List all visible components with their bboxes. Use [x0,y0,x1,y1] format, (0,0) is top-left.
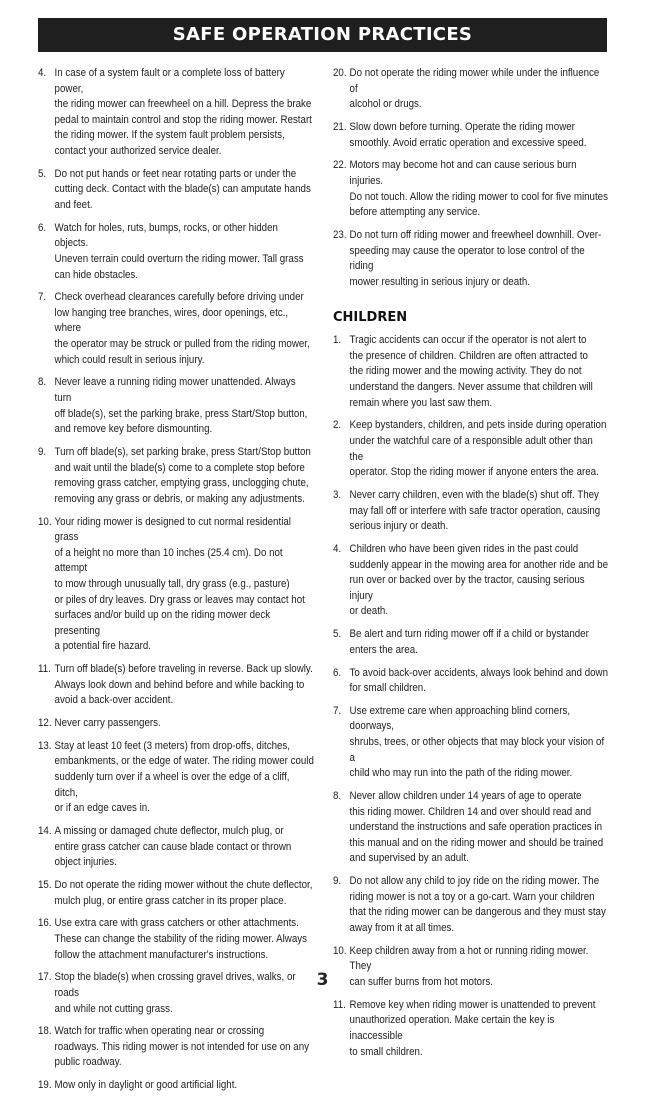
item-line: child who may run into the path of the riding mower. [349,767,573,780]
item-number: 22. [333,159,347,172]
section-title-children: CHILDREN [333,310,408,326]
item-line: These can change the stability of the riding mower. Always [54,932,308,945]
item-line: roadways. This riding mower is not intended for use on any [54,1040,310,1053]
item-text [55,878,314,909]
item-line: In case of a system fault or a complete loss of battery power, [54,67,285,95]
list-item [333,488,609,535]
item-number: 15. [38,878,52,891]
item-number: 8. [333,790,342,803]
item-line: Do not operate the riding mower while under the influence of [349,67,600,95]
item-line: may fall off or interfere with safe tractor operation, causing [349,504,601,517]
item-line: Tragic accidents can occur if the operator is not alert to [349,334,587,347]
item-line: Uneven terrain could overturn the riding mower. Tall grass [54,252,304,265]
item-line: cutting deck. Contact with the blade(s) can amputate hands [54,183,311,196]
item-text [55,662,314,709]
item-line: Turn off blade(s), set parking brake, press Start/Stop button [54,446,311,458]
item-text [55,515,314,655]
item-text [350,874,609,936]
item-line: for small children. [349,682,426,695]
item-line: smoothly. Avoid erratic operation and excessive speed. [349,136,587,149]
item-line: Never leave a running riding mower unattended. Always turn [54,376,296,405]
item-line: run over or backed over by the tractor, causing serious injury [349,574,585,602]
children-list [333,333,609,1060]
item-number: 20. [333,67,347,79]
item-line: or piles of dry leaves. Dry grass or leaves may contact hot [54,593,305,606]
item-number: 10. [333,944,347,957]
list-item [333,874,609,936]
item-line: Watch for holes, ruts, bumps, rocks, or other hidden objects. [54,221,278,250]
item-line: To avoid back-over accidents, always look behind and down [349,666,608,679]
item-line: unauthorized operation. Make certain the key is inaccessible [349,1014,555,1042]
item-text [55,739,314,817]
item-line: the riding mower and the mowing activity. They do not [349,365,582,378]
item-line: under the watchful care of a responsible adult other than the [349,435,593,463]
item-text [55,916,314,963]
item-text [55,824,314,871]
item-number: 13. [38,739,52,752]
item-line: off blade(s), set the parking brake, press Start/Stop button, [54,407,308,420]
item-line: and wait until the blade(s) come to a complete stop before [54,461,305,474]
list-item [333,158,609,220]
list-item [333,789,609,867]
item-text [55,1078,314,1094]
item-number: 18. [38,1025,52,1038]
item-line: can suffer burns from hot motors. [349,975,493,988]
list-item [38,1078,314,1094]
list-item [333,333,609,411]
item-text [350,666,609,697]
operation-list-continued [333,66,609,290]
page-number: 3 [316,970,329,990]
item-line: of a height no more than 10 inches (25.4 cm). Do not attempt [54,546,283,575]
page-header [38,18,607,52]
item-line: away from it at all times. [349,921,455,934]
item-text [350,488,609,535]
item-number: 6. [38,221,47,234]
item-line: alcohol or drugs. [349,98,422,111]
item-line: to small children. [349,1045,423,1058]
item-line: understand the dangers. Never assume that children will [349,381,593,394]
list-item [38,445,314,507]
list-item [38,515,314,655]
list-item [333,228,609,290]
item-line: operator. Stop the riding mower if anyone enters the area. [349,466,599,479]
item-number: 8. [38,376,47,389]
item-line: enters the area. [349,643,418,656]
item-number: 19. [38,1079,52,1092]
item-line: the riding mower. If the system fault problem persists, [54,129,285,142]
list-item [38,1024,314,1071]
list-item [333,666,609,697]
item-line: this manual and on the riding mower and should be trained [349,836,604,849]
page-title: SAFE OPERATION PRACTICES [172,24,473,45]
item-text [350,228,609,290]
item-line: and supervised by an adult. [349,852,469,865]
item-line: and remove key before dismounting. [54,423,213,436]
list-item [333,418,609,480]
item-text [350,542,609,620]
item-line: a potential fire hazard. [54,640,152,653]
item-text [350,998,609,1060]
item-number: 9. [333,875,342,888]
item-line: the presence of children. Children are often attracted to [349,349,588,362]
item-text [55,221,314,283]
item-line: Do not put hands or feet near rotating parts or under the [54,167,297,180]
item-line: to mow through unusually tall, dry grass (e.g., pasture) [54,577,290,590]
item-line: suddenly appear in the mowing area for another ride and be [349,558,609,571]
item-number: 23. [333,228,347,241]
item-number: 11. [38,663,51,676]
item-number: 5. [38,167,47,180]
item-number: 5. [333,628,342,641]
item-line: object injuries. [54,856,117,869]
item-line: Never carry passengers. [54,717,161,730]
list-item [38,716,314,732]
item-line: which could result in serious injury. [54,353,205,366]
item-number: 7. [38,291,47,304]
item-line: and while not cutting grass. [54,1002,173,1015]
item-line: follow the attachment manufacturer's instructions. [54,948,269,961]
item-text [55,1024,314,1071]
item-line: or if an edge caves in. [54,802,150,815]
item-line: mower resulting in serious injury or death. [349,275,530,288]
item-line: embankments, or the edge of water. The riding mower could [54,755,314,768]
item-text [350,418,609,480]
item-line: low hanging tree branches, wires, door openings, etc., where [54,306,289,335]
item-line: pedal to maintain control and stop the riding mower. Restart [54,113,312,126]
item-line: Use extra care with grass catchers or other attachments. [54,917,299,930]
list-item [333,542,609,620]
item-number: 17. [38,971,52,984]
list-item [38,739,314,817]
item-line: avoid a back-over accident. [54,694,174,707]
item-number: 4. [38,67,47,79]
item-text [55,66,314,160]
left-column [38,66,314,1101]
item-line: or death. [349,605,389,618]
item-line: Always look down and behind before and while backing to [54,678,305,691]
item-number: 9. [38,446,47,458]
item-number: 10. [38,515,52,528]
item-line: Mow only in daylight or good artificial light. [54,1079,238,1092]
item-number: 12. [38,717,52,730]
item-number: 14. [38,825,52,837]
item-line: Do not turn off riding mower and freewheel downhill. Over- [349,228,602,241]
list-item [333,704,609,782]
item-text [350,627,609,658]
item-line: removing any grass or debris, or making any adjustments. [54,492,305,505]
item-line: mulch plug, or entire grass catcher in its proper place. [54,894,287,907]
item-line: contact your authorized service dealer. [54,144,222,157]
item-number: 21. [333,120,347,133]
list-item [333,627,609,658]
item-text [55,375,314,437]
item-line: Remove key when riding mower is unattended to prevent [349,998,596,1011]
item-line: Do not allow any child to joy ride on the riding mower. The [349,875,600,888]
item-text [350,704,609,782]
item-line: remain where you last saw them. [349,396,493,409]
item-line: Use extreme care when approaching blind corners, doorways, [349,704,571,733]
right-column [333,66,609,1067]
item-text [55,167,314,214]
item-text [55,290,314,368]
item-number: 3. [333,489,342,501]
item-text [350,120,609,151]
item-line: Slow down before turning. Operate the riding mower [349,120,575,133]
item-line: Your riding mower is designed to cut normal residential grass [54,515,291,544]
list-item [38,662,314,709]
item-number: 11. [333,998,346,1011]
item-line: speeding may cause the operator to lose control of the riding [349,244,585,273]
item-text [55,445,314,507]
item-line: riding mower is not a toy or a go-cart. Warn your children [349,890,595,903]
item-line: Never allow children under 14 years of age to operate [349,790,582,803]
item-line: Keep children away from a hot or running riding mower. They [349,944,589,973]
item-line: Keep bystanders, children, and pets inside during operation [349,419,607,432]
list-item [38,221,314,283]
item-text [350,158,609,220]
item-number: 4. [333,542,342,555]
item-text [350,66,609,113]
item-line: Do not operate the riding mower without the chute deflector, [54,878,313,891]
item-line: before attempting any service. [349,206,481,219]
item-number: 6. [333,666,342,679]
list-item [333,120,609,151]
item-line: Never carry children, even with the blade(s) shut off. They [349,489,599,501]
list-item [38,167,314,214]
item-line: Be alert and turn riding mower off if a child or bystander [349,628,589,641]
item-line: Children who have been given rides in the past could [349,542,579,555]
item-line: this riding mower. Children 14 and over should read and [349,805,592,818]
item-number: 7. [333,704,342,717]
item-line: understand the instructions and safe operation practices in [349,821,603,834]
list-item [333,66,609,113]
item-line: Turn off blade(s) before traveling in reverse. Back up slowly. [54,663,313,676]
item-line: Watch for traffic when operating near or crossing [54,1025,265,1038]
item-line: entire grass catcher can cause blade contact or thrown [54,840,292,853]
item-line: that the riding mower can be dangerous and they must stay [349,906,606,919]
list-item [333,998,609,1060]
list-item [38,824,314,871]
list-item [38,66,314,160]
item-line: the operator may be struck or pulled from the riding mower, [54,338,310,351]
item-text [55,716,314,732]
item-line: Check overhead clearances carefully before driving under [54,291,304,304]
item-line: A missing or damaged chute deflector, mulch plug, or [54,825,284,837]
item-number: 2. [333,419,342,432]
item-text [350,333,609,411]
item-line: serious injury or death. [349,520,449,533]
item-line: Stay at least 10 feet (3 meters) from drop-offs, ditches, [54,739,291,752]
item-line: public roadway. [54,1056,122,1069]
item-line: Stop the blade(s) when crossing gravel drives, walks, or roads [54,971,296,999]
item-line: Do not touch. Allow the riding mower to cool for five minutes [349,190,608,203]
item-line: the riding mower can freewheel on a hill. Depress the brake [54,98,312,111]
item-line: surfaces and/or build up on the riding mower deck presenting [54,609,271,637]
item-line: suddenly turn over if a wheel is over the edge of a cliff, ditch, [54,771,290,799]
item-line: can hide obstacles. [54,268,139,281]
item-line: and feet. [54,198,93,211]
item-number: 16. [38,917,52,930]
item-line: Motors may become hot and can cause serious burn injuries. [349,159,577,187]
item-number: 1. [333,334,342,347]
item-line: removing grass catcher, emptying grass, unclogging chute, [54,477,309,490]
item-text [350,789,609,867]
list-item [38,878,314,909]
list-item [38,916,314,963]
list-item [38,290,314,368]
item-line: shrubs, trees, or other objects that may block your vision of a [349,736,605,764]
list-item [38,375,314,437]
